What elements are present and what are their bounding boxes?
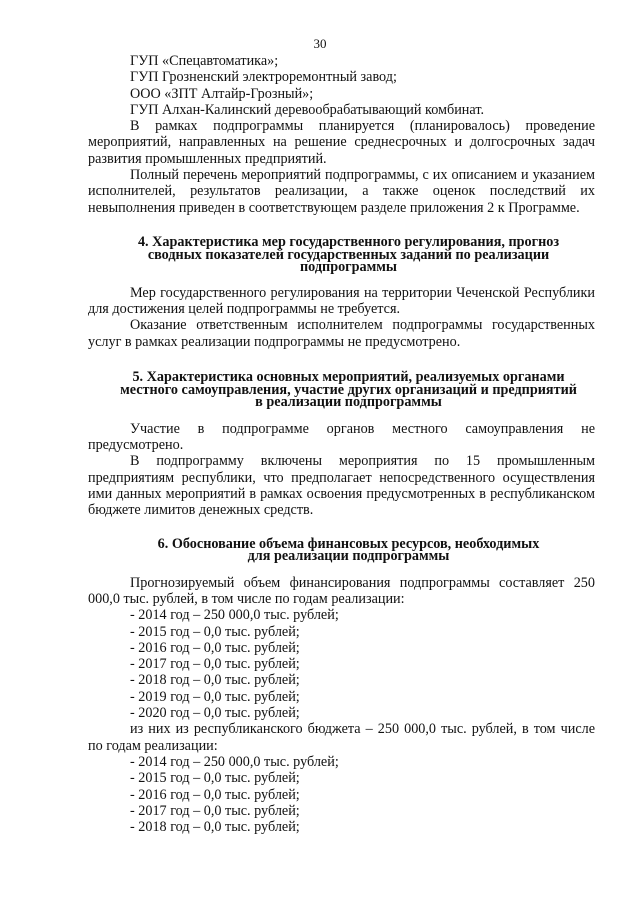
intro-line: ООО «ЗПТ Алтайр-Грозный»; bbox=[130, 85, 314, 102]
list-item: - 2014 год – 250 000,0 тыс. рублей; bbox=[130, 753, 339, 770]
list-item: - 2015 год – 0,0 тыс. рублей; bbox=[130, 623, 300, 640]
section-6-paragraph-2: из них из республиканского бюджета – 250 000,0 тыс. рублей, в том числе по годам реализации: bbox=[88, 721, 595, 754]
budget-by-year-list bbox=[88, 754, 595, 835]
heading-line: подпрограммы bbox=[299, 259, 398, 276]
page-content bbox=[88, 53, 595, 835]
section-6-paragraph-1: Прогнозируемый объем финансирования подпрограммы составляет 250 000,0 тыс. рублей, в том числе по годам реализации: bbox=[88, 574, 595, 607]
section-5-paragraph-1: Участие в подпрограмме органов местного самоуправления не предусмотрено. bbox=[88, 420, 595, 454]
intro-line: ГУП Алхан-Калинский деревообрабатывающий комбинат. bbox=[130, 101, 485, 118]
section-5-paragraph-2: В подпрограмму включены мероприятия по 15 промышленным предприятиям республики, что предполагает непосредственного осуществления ими данных мероприятий в рамках освоения предусмотренных в республиканском бюджете лимитов денежных средств. bbox=[88, 453, 595, 519]
heading-line: сводных показателей государственных заданий по реализации bbox=[147, 246, 550, 263]
list-item: - 2020 год – 0,0 тыс. рублей; bbox=[130, 705, 300, 722]
list-item: - 2017 год – 0,0 тыс. рублей; bbox=[130, 802, 300, 819]
list-item: - 2017 год – 0,0 тыс. рублей; bbox=[130, 656, 300, 673]
section-4-heading bbox=[88, 233, 595, 276]
intro-line: ГУП «Спецавтоматика»; bbox=[130, 53, 279, 69]
heading-line: 5. Характеристика основных мероприятий, реализуемых органами bbox=[132, 368, 565, 385]
heading-line: в реализации подпрограммы bbox=[255, 394, 442, 411]
intro-paragraph-1: В рамках подпрограммы планируется (планировалось) проведение мероприятий, направленных на решение среднесрочных и долгосрочных задач развития промышленных предприятий. bbox=[88, 118, 595, 167]
list-item: - 2016 год – 0,0 тыс. рублей; bbox=[130, 786, 300, 803]
page-number: 30 bbox=[313, 36, 327, 51]
intro-line: ГУП Грозненский электроремонтный завод; bbox=[130, 69, 397, 86]
list-item: - 2018 год – 0,0 тыс. рублей; bbox=[130, 672, 300, 689]
section-6-heading bbox=[88, 535, 595, 565]
section-4-paragraph-1: Мер государственного регулирования на территории Чеченской Республики для достижения целей подпрограммы не требуется. bbox=[88, 284, 595, 318]
list-item: - 2018 год – 0,0 тыс. рублей; bbox=[130, 819, 300, 836]
list-item: - 2014 год – 250 000,0 тыс. рублей; bbox=[130, 607, 339, 624]
heading-line: 4. Характеристика мер государственного регулирования, прогноз bbox=[137, 233, 560, 250]
section-5-heading bbox=[88, 368, 595, 411]
funding-by-year-list bbox=[88, 607, 595, 721]
heading-line: 6. Обоснование объема финансовых ресурсов, необходимых bbox=[157, 535, 540, 552]
intro-paragraph-2: Полный перечень мероприятий подпрограммы, с их описанием и указанием исполнителей, результатов реализации, а также оценок последствий их невыполнения приведен в соответствующем разделе приложения 2 к Программе. bbox=[88, 167, 595, 216]
list-item: - 2015 год – 0,0 тыс. рублей; bbox=[130, 770, 300, 787]
heading-line: местного самоуправления, участие других организаций и предприятий bbox=[120, 381, 577, 398]
section-4-paragraph-2: Оказание ответственным исполнителем подпрограммы государственных услуг в рамках реализации подпрограммы не предусмотрено. bbox=[88, 317, 595, 350]
heading-line: для реализации подпрограммы bbox=[247, 548, 450, 565]
list-item: - 2016 год – 0,0 тыс. рублей; bbox=[130, 639, 300, 656]
list-item: - 2019 год – 0,0 тыс. рублей; bbox=[130, 688, 300, 705]
